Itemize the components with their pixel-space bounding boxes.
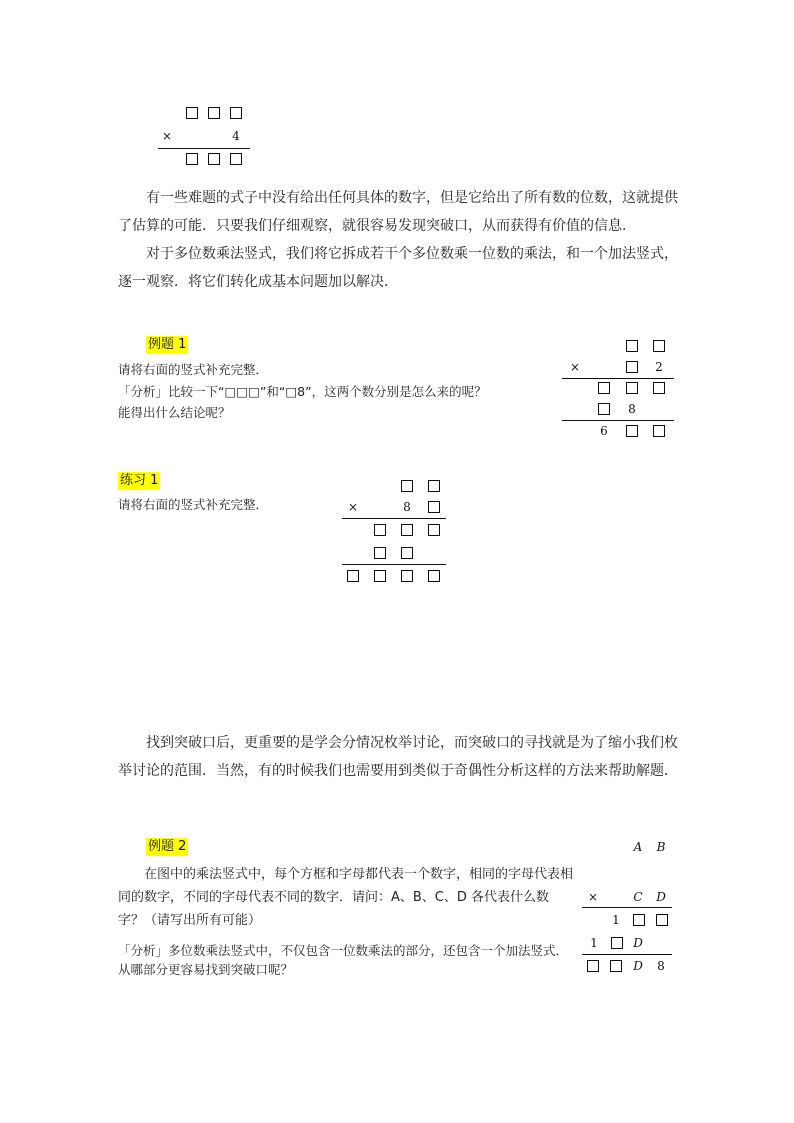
- digit-box: [610, 960, 622, 972]
- example-1-analysis: 「分析」比较一下“□□□”和“□8”，这两个数分别是怎么来的呢？: [118, 384, 487, 399]
- digit-box: [626, 425, 638, 437]
- times-sign: ×: [162, 129, 173, 143]
- example-2-analysis: 「分析」多位数乘法竖式中，不仅包含一位数乘法的部分，还包含一个加法竖式．从哪部分更容易找到突破口呢？: [118, 943, 569, 977]
- times-sign: ×: [348, 500, 359, 514]
- digit-box: [208, 153, 220, 165]
- example-2-label: 例题 2: [148, 839, 187, 854]
- multiplier-digit: 8: [403, 500, 411, 514]
- multiplier-digit: 2: [655, 360, 663, 374]
- times-sign: ×: [570, 360, 581, 374]
- partial-digit: 8: [628, 402, 636, 416]
- example-1-instruction: 请将右面的竖式补充完整．: [118, 362, 269, 377]
- exercise-1-instruction: 请将右面的竖式补充完整．: [118, 497, 269, 512]
- digit-box: [208, 107, 220, 119]
- result-digit: 6: [600, 424, 608, 438]
- result-letter: D: [633, 959, 643, 973]
- product-line: [342, 518, 446, 519]
- digit-box: [653, 340, 665, 352]
- digit-box: [374, 570, 386, 582]
- result-digit: 8: [657, 959, 665, 973]
- letter-d: D: [656, 890, 666, 904]
- middle-paragraph: 找到突破口后，更重要的是学会分情况枚举讨论，而突破口的寻找就是为了缩小我们枚举讨论的范围．当然，有的时候我们也需要用到类似于奇偶性分析这样的方法来帮助解题．: [118, 735, 678, 779]
- digit-box: [653, 425, 665, 437]
- digit-box: [587, 960, 599, 972]
- digit-box: [374, 524, 386, 536]
- letter-c: C: [633, 890, 643, 904]
- digit-box: [186, 107, 198, 119]
- digit-box: [401, 570, 413, 582]
- digit-box: [626, 340, 638, 352]
- digit-box: [186, 153, 198, 165]
- sum-line: [342, 564, 446, 565]
- letter-b: B: [656, 840, 666, 854]
- digit-box: [428, 570, 440, 582]
- digit-box: [598, 403, 610, 415]
- partial-2-letter: D: [633, 936, 643, 950]
- intro-paragraph-2: 对于多位数乘法竖式，我们将它拆成若干个多位数乘一位数的乘法，和一个加法竖式，逐一观察．将它们转化成基本问题加以解决．: [118, 246, 678, 290]
- digit-box: [611, 937, 623, 949]
- example-1-label: 例题 1: [148, 337, 187, 352]
- digit-box: [626, 361, 638, 373]
- product-line: [562, 378, 674, 379]
- digit-box: [653, 382, 665, 394]
- sum-line: [562, 420, 674, 421]
- digit-box: [230, 107, 242, 119]
- letter-a: A: [633, 840, 643, 854]
- intro-paragraph-1: 有一些难题的式子中没有给出任何具体的数字，但是它给出了所有数的位数，这就提供了估算的可能．只要我们仔细观察，就很容易发现突破口，从而获得有价值的信息．: [118, 190, 678, 234]
- partial-1-digit: 1: [612, 913, 620, 927]
- example-1-question: 能得出什么结论呢？: [118, 405, 231, 420]
- digit-box: [401, 547, 413, 559]
- product-line: [582, 907, 672, 908]
- digit-box: [428, 480, 440, 492]
- digit-box: [656, 914, 668, 926]
- times-sign: ×: [588, 890, 599, 904]
- digit-box: [347, 570, 359, 582]
- sum-line: [582, 954, 672, 955]
- digit-box: [230, 153, 242, 165]
- example-2-problem: 在图中的乘法竖式中，每个方框和字母都代表一个数字，相同的字母代表相同的数字，不同的字母代表不同的数字．请问：A、B、C、D 各代表什么数字？（请写出所有可能）: [118, 867, 574, 928]
- digit-box: [633, 914, 645, 926]
- exercise-1-label: 练习 1: [120, 473, 159, 488]
- digit-box: [374, 547, 386, 559]
- multiplier-digit: 4: [232, 129, 240, 143]
- result-line: [158, 148, 250, 149]
- digit-box: [428, 501, 440, 513]
- digit-box: [401, 480, 413, 492]
- digit-box: [401, 524, 413, 536]
- partial-2-digit: 1: [590, 936, 598, 950]
- digit-box: [428, 524, 440, 536]
- digit-box: [598, 382, 610, 394]
- digit-box: [626, 382, 638, 394]
